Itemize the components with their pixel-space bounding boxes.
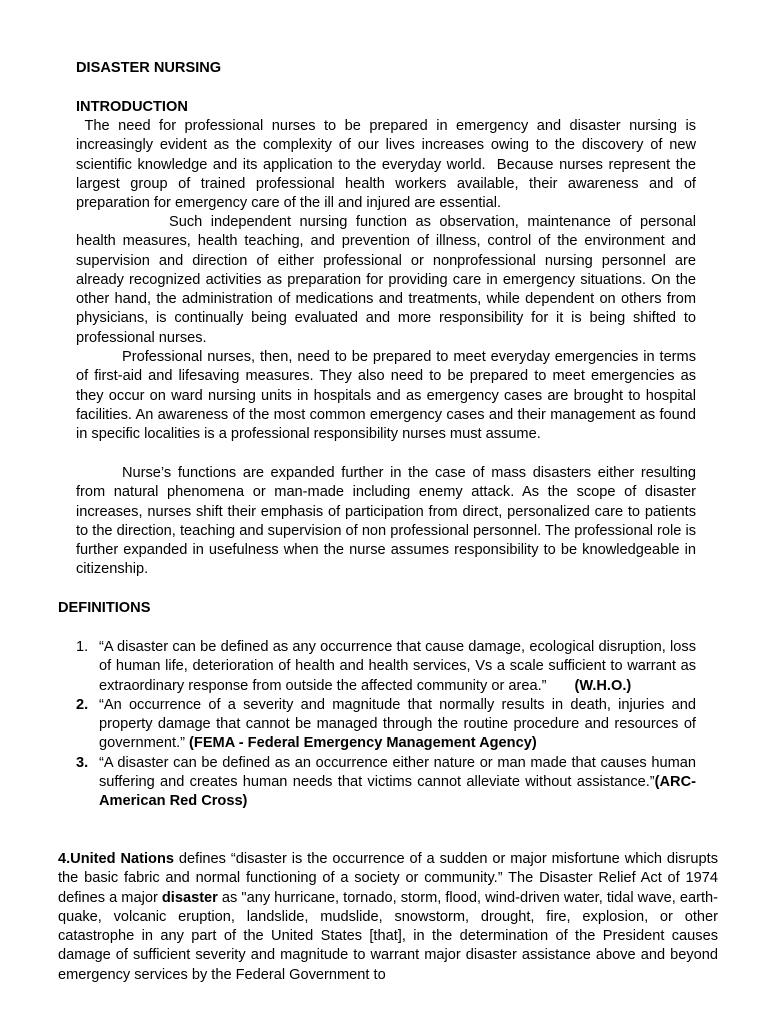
definitions-list	[76, 638, 701, 812]
definition-number: 3.	[76, 754, 89, 771]
definition-text: “A disaster can be defined as any occurrence that cause damage, ecological disruption, loss of human life, deterioration of health and health services, Vs a scale sufficient to warrant as extraordinary response from outside the affected community or area.”	[99, 639, 696, 694]
definition-source: (FEMA - Federal Emergency Management Agency)	[189, 735, 537, 752]
definition-number: 1.	[76, 639, 89, 655]
definitions-heading: DEFINITIONS	[58, 600, 151, 616]
definition-number: 2.	[76, 696, 89, 713]
intro-paragraph-1: The need for professional nurses to be prepared in emergency and disaster nursing is increasingly evident as the complexity of our lives increases owing to the discovery of new scientific knowledge and its application to the everyday world. Because nurses represent the largest group of trained professional health workers available, their awareness and of preparation for emergency care of the ill and injured are essential.	[76, 118, 701, 212]
un-definition-lead: 4.United Nations	[58, 851, 174, 867]
un-definition-text-a: defines “disaster is the occurrence of a sudden or major misfortune which disrupts the basic fabric and normal functioning of a society or community.” The Disaster Relief Act of 1974 defines a major	[58, 851, 719, 906]
introduction-heading: INTRODUCTION	[76, 99, 188, 115]
un-definition-bold-word: disaster	[161, 889, 218, 906]
definition-item-who	[76, 638, 696, 696]
intro-paragraph-3: Professional nurses, then, need to be prepared to meet everyday emergencies in terms of first-aid and lifesaving measures. They also need to be prepared to meet emergencies as they occur on ward nursing units in hospitals and as emergency cases are brought to hospital facilities. An awareness of the most common emergency cases and their management as found in specific localities is a professional responsibility nurses must assume.	[76, 349, 696, 443]
definition-item-arc	[76, 754, 696, 812]
definition-item-fema	[76, 696, 701, 754]
un-definition-paragraph	[58, 850, 718, 985]
definition-source: (W.H.O.)	[574, 677, 632, 694]
intro-paragraph-4: Nurse’s functions are expanded further in the case of mass disasters either resulting from natural phenomena or man-made including enemy attack. As the scope of disaster increases, nurses shift their emphasis of participation from direct, personalized care to patients to the direction, teaching and supervision of non professional personnel. The professional role is further expanded in usefulness when the nurse assumes responsibility to be knowledgeable in citizenship.	[76, 465, 696, 578]
definition-text: “An occurrence of a severity and magnitude that normally results in death, injuries and property damage that cannot be managed through the routine procedure and resources of government.”	[99, 696, 701, 752]
un-definition-text-b: as "any hurricane, tornado, storm, flood, wind-driven water, tidal wave, earth- quake, volcanic eruption, landslide, mudslide, snowstorm, drought, fire, explosion, or other catastrophe in any part of the United States [that], in the determination of the President causes damage of sufficient severity and magnitude to warrant major disaster assistance above and beyond emergency services by the Federal Government to	[58, 889, 718, 983]
definition-text: “A disaster can be defined as an occurrence either nature or man made that causes human suffering and creates human needs that victims cannot alleviate without assistance.”	[99, 754, 696, 791]
document-title: DISASTER NURSING	[76, 60, 222, 76]
intro-paragraph-2: Such independent nursing function as observation, maintenance of personal health measures, health teaching, and prevention of illness, control of the environment and supervision and direction of either professional or nonprofessional nursing personnel are already recognized activities as preparation for providing care in emergency situations. On the other hand, the administration of medications and treatments, while dependent on others from physicians, is continually being evaluated and more responsibility for it is being shifted to professional nurses.	[76, 214, 696, 346]
definition-source: (ARC-American Red Cross)	[99, 774, 696, 810]
